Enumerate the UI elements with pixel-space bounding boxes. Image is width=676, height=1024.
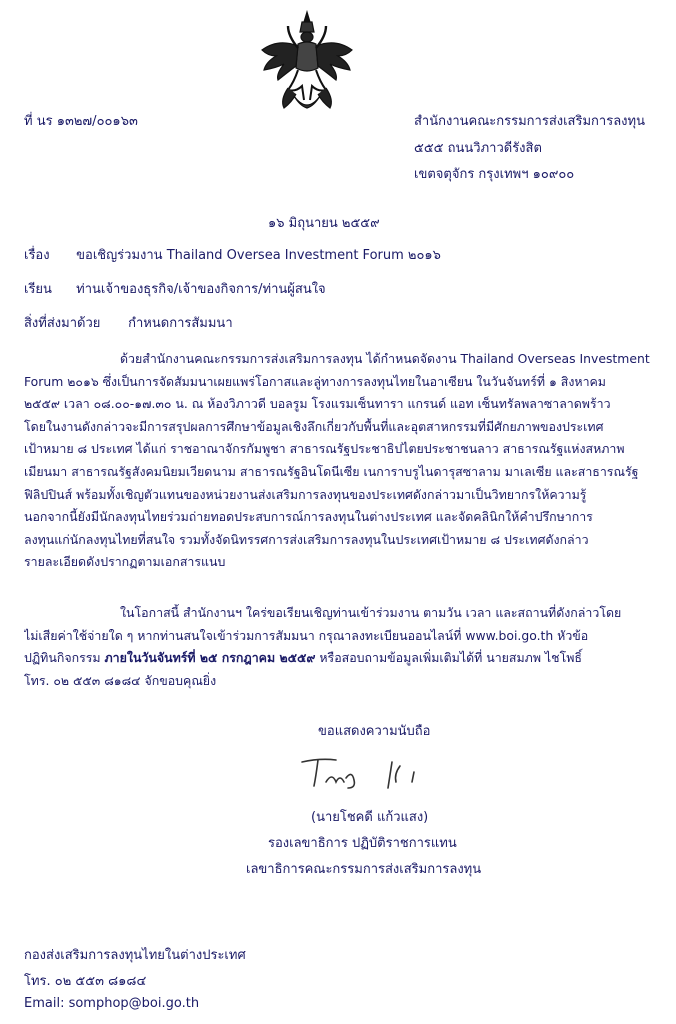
body-line: ฟิลิปปินส์ พร้อมทั้งเชิญตัวแทนของหน่วยงานส่งเสริมการลงทุนของประเทศดังกล่าวมาเป็นวิทยากรให้ความรู้: [24, 486, 587, 502]
sender-address-line-3: เขตจตุจักร กรุงเทพฯ ๑๐๙๐๐: [414, 167, 575, 182]
deadline-date: ภายในวันจันทร์ที่ ๒๕ กรกฎาคม ๒๕๕๙: [104, 650, 316, 666]
body-line-deadline: [24, 647, 652, 670]
recipient-row: [24, 278, 326, 299]
enclosure-text: กำหนดการสัมมนา: [128, 316, 233, 331]
garuda-emblem-icon: [258, 10, 356, 114]
enclosure-row: [24, 312, 233, 333]
body-line: ในโอกาสนี้ สำนักงานฯ ใคร่ขอเรียนเชิญท่านเข้าร่วมงาน ตามวัน เวลา และสถานที่ดังกล่าวโดย: [120, 605, 622, 620]
subject-row: [24, 244, 441, 265]
body-line: เป้าหมาย ๘ ประเทศ ได้แก่ ราชอาณาจักรกัมพูชา สาธารณรัฐประชาธิปไตยประชาชนลาว สาธารณรัฐแห่งสหภาพ: [24, 441, 625, 457]
letter-date: ๑๖ มิถุนายน ๒๕๕๙: [268, 216, 380, 231]
body-line: โดยในงานดังกล่าวจะมีการสรุปผลการศึกษาข้อมูลเชิงลึกเกี่ยวกับพื้นที่และอุตสาหกรรมที่มีศักยภาพของประเทศ: [24, 418, 604, 434]
subject-text: ขอเชิญร่วมงาน Thailand Oversea Investment Forum ๒๐๑๖: [76, 248, 441, 263]
deadline-suffix: หรือสอบถามข้อมูลเพิ่มเติมได้ที่ นายสมภพ ไชโพธิ์: [315, 650, 582, 666]
footer-division: กองส่งเสริมการลงทุนไทยในต่างประเทศ: [24, 948, 246, 963]
footer-phone: โทร. ๐๒ ๕๕๓ ๘๑๘๔: [24, 974, 147, 989]
recipient-text: ท่านเจ้าของธุรกิจ/เจ้าของกิจการ/ท่านผู้สนใจ: [76, 282, 326, 297]
subject-label: เรื่อง: [24, 248, 50, 263]
body-line: รายละเอียดดังปรากฏตามเอกสารแนบ: [24, 554, 226, 570]
signer-name: (นายโชคดี แก้วแสง): [311, 810, 429, 825]
footer-email: Email: somphop@boi.go.th: [24, 996, 200, 1011]
signer-title-line-2: เลขาธิการคณะกรรมการส่งเสริมการลงทุน: [246, 862, 482, 877]
body-line: เมียนมา สาธารณรัฐสังคมนิยมเวียดนาม สาธารณรัฐอินโดนีเซีย เนการาบรูไนดารุสซาลาม มาเลเซีย และสาธารณรัฐ: [24, 463, 639, 479]
body-line: Forum ๒๐๑๖ ซึ่งเป็นการจัดสัมมนาเผยแพร่โอกาสและลู่ทางการลงทุนไทยในอาเซียน ในวันจันทร์ที่ ๑ สิงหาคม: [24, 373, 606, 389]
deadline-prefix: ปฏิทินกิจกรรม: [24, 650, 105, 666]
sender-address-line-2: ๕๕๕ ถนนวิภาวดีรังสิต: [414, 141, 542, 156]
signer-title-line-1: รองเลขาธิการ ปฏิบัติราชการแทน: [268, 836, 457, 851]
reference-number: ที่ นร ๑๓๒๗/๐๐๑๖๓: [24, 114, 138, 129]
body-paragraph-1: [24, 348, 652, 574]
recipient-label: เรียน: [24, 282, 52, 297]
body-paragraph-2: [24, 602, 652, 692]
handwritten-signature: [296, 748, 466, 798]
sender-address-line-1: สำนักงานคณะกรรมการส่งเสริมการลงทุน: [414, 114, 645, 129]
closing-phrase: ขอแสดงความนับถือ: [318, 724, 431, 739]
body-line: โทร. ๐๒ ๕๕๓ ๘๑๘๔ จักขอบคุณยิ่ง: [24, 672, 217, 688]
body-line: นอกจากนี้ยังมีนักลงทุนไทยร่วมถ่ายทอดประสบการณ์การลงทุนในต่างประเทศ และจัดคลินิกให้คำปรึกษาการ: [24, 509, 593, 525]
body-line: ไม่เสียค่าใช้จ่ายใด ๆ หากท่านสนใจเข้าร่วมการสัมมนา กรุณาลงทะเบียนออนไลน์ที่ www.boi.go.th หัวข้อ: [24, 627, 589, 643]
body-line: ลงทุนแก่นักลงทุนไทยที่สนใจ รวมทั้งจัดนิทรรศการส่งเสริมการลงทุนในประเทศเป้าหมาย ๘ ประเทศดังกล่าว: [24, 531, 589, 547]
enclosure-label: สิ่งที่ส่งมาด้วย: [24, 316, 101, 331]
body-line: ด้วยสำนักงานคณะกรรมการส่งเสริมการลงทุน ได้กำหนดจัดงาน Thailand Overseas Investment: [120, 351, 650, 366]
body-line: ๒๕๕๙ เวลา ๐๘.๐๐-๑๗.๓๐ น. ณ ห้องวิภาวดี บอลรูม โรงแรมเซ็นทารา แกรนด์ แอท เซ็นทรัลพลาซาลาดพร้าว: [24, 396, 611, 412]
